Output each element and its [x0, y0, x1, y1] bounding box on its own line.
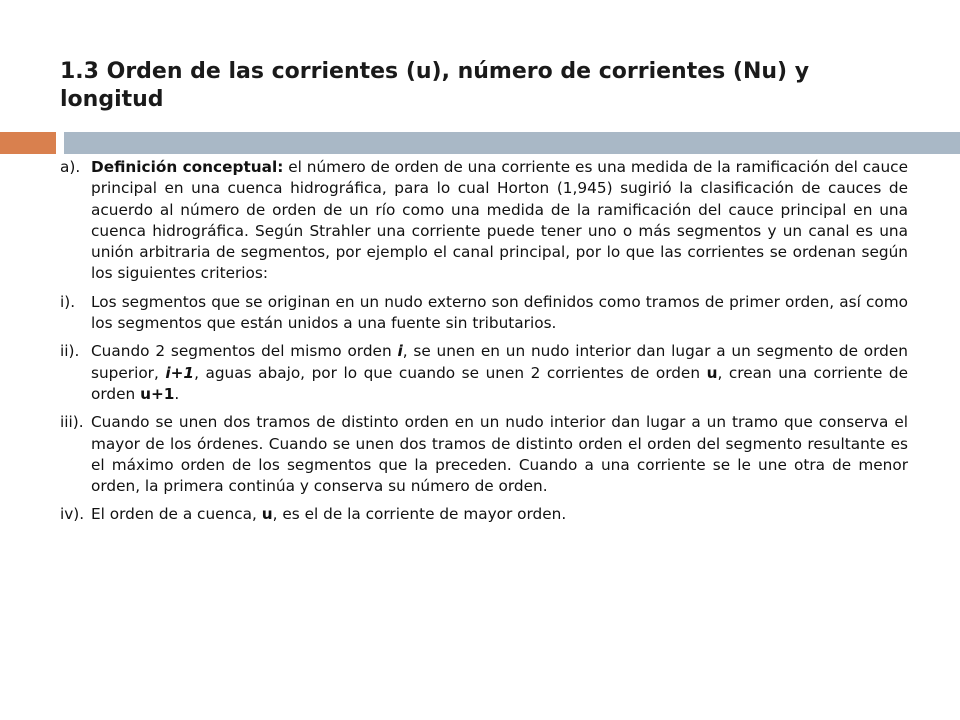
- list-item-text: [91, 504, 908, 525]
- list-item-iii: [60, 412, 908, 497]
- list-marker: a).: [60, 158, 81, 176]
- text-run: Cuando 2 segmentos del mismo orden: [91, 342, 398, 361]
- list-item-text: [91, 341, 908, 405]
- definition-lead: Definición conceptual:: [91, 158, 284, 176]
- list-item-text: Los segmentos que se originan en un nudo externo son definidos como tramos de primer orden, así como los segmentos que están unidos a una fuente sin tributarios.: [91, 292, 908, 333]
- list-item-text: Cuando se unen dos tramos de distinto orden en un nudo interior dan lugar a un tramo que conserva el mayor de los órdenes. Cuando se unen dos tramos de distinto orden el orden del segmento resultante es el máximo orden de los segmentos que la preceden. Cuando a una corriente se le une otra de menor orden, la primera continúa y conserva su número de orden.: [91, 413, 908, 496]
- variable-i-plus-1: i+1: [165, 363, 195, 382]
- list-marker: ii).: [60, 342, 80, 361]
- list-marker: i).: [60, 292, 76, 311]
- list-item-text: [91, 157, 908, 285]
- text-run: , crean una corriente de orden: [91, 363, 908, 403]
- definition-text: el número de orden de una corriente es una medida de la ramificación del cauce principal en una cuenca hidrográfica, para lo cual Horton (1,945) sugirió la clasificación de cauces de acuerdo al número de orden de un río como una medida de la ramificación del cauce principal en una cuenca hidrográfica. Según Strahler una corriente puede tener uno o más segmentos y un canal es una unión arbitraria de segmentos, por ejemplo el canal principal, por lo que las corrientes se ordenan según los siguientes criterios:: [91, 158, 908, 283]
- list-item-i: [60, 292, 908, 335]
- list-marker: iv).: [60, 505, 85, 524]
- accent-bar: [0, 132, 56, 154]
- list-item-iv: [60, 504, 908, 525]
- variable-u-plus-1: u+1: [140, 384, 175, 403]
- text-run: .: [174, 384, 180, 403]
- slide-title: 1.3 Orden de las corrientes (u), número de corrientes (Nu) y longitud: [60, 59, 810, 112]
- header-bar: [64, 132, 960, 154]
- variable-u: u: [261, 505, 273, 524]
- text-run: , aguas abajo, por lo que cuando se unen 2 corrientes de orden: [194, 363, 707, 382]
- variable-i: i: [397, 342, 403, 361]
- text-run: , se unen en un nudo interior dan lugar a un segmento de orden superior,: [91, 342, 908, 382]
- list-item-a: [60, 157, 908, 285]
- list-marker: iii).: [60, 413, 84, 432]
- variable-u: u: [706, 363, 718, 382]
- slide-content: [60, 157, 908, 533]
- text-run: , es el de la corriente de mayor orden.: [272, 505, 567, 524]
- text-run: El orden de a cuenca,: [91, 505, 262, 524]
- list-item-ii: [60, 341, 908, 405]
